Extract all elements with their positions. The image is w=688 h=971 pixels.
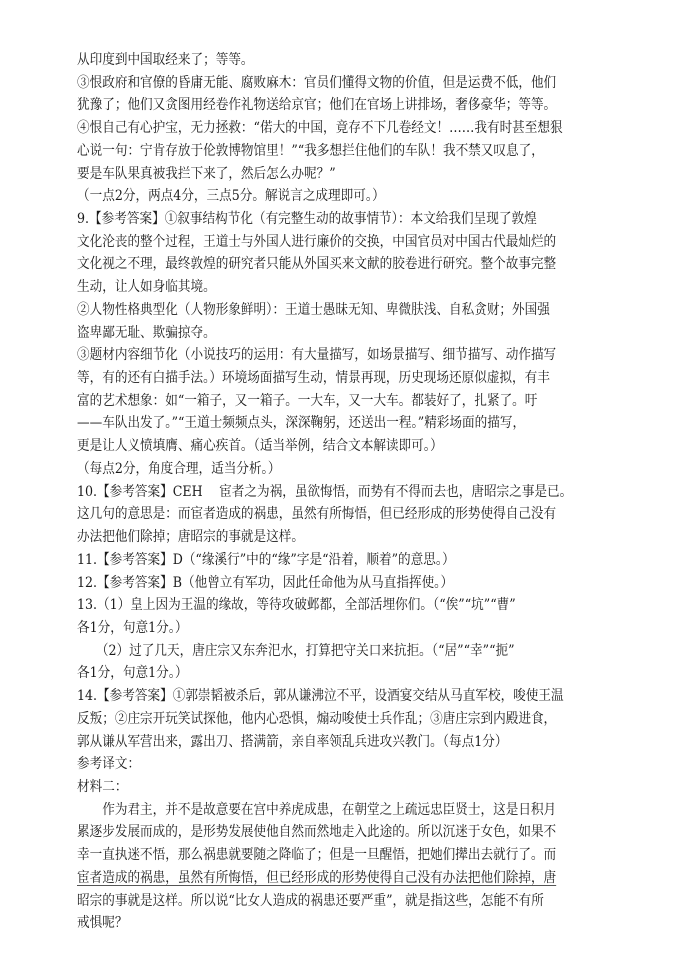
text-line: 12.【参考答案】B（他曾立有军功，因此任命他为从马直指挥使。） — [77, 574, 454, 591]
text-line: 这几句的意思是：而宦者造成的祸患，虽然有所悔悟，但已经形成的形势使得自己没有 — [77, 506, 557, 523]
text-line: 富的艺术想象：如“一箱子，又一箱子。一大车，又一大车。都装好了，扎紧了。吁 — [77, 392, 538, 409]
text-line: 各1分，句意1分。） — [77, 619, 188, 636]
text-line: （2）过了几天，唐庄宗又东奔汜水，打算把守关口来抗拒。（“居”“幸”“扼” — [77, 642, 515, 659]
text-line: 昭宗的事就是这样。所以说“比女人造成的祸患还要严重”，就是指这些，怎能不有所 — [77, 892, 544, 909]
text-line: （一点2分，两点4分，三点5分。解说言之成理即可。） — [77, 188, 385, 205]
text-line: 盗卑鄙无耻、欺骗掠夺。 — [77, 324, 216, 341]
text-line: 戒惧呢？ — [77, 915, 128, 932]
text-line: 参考译文： — [77, 756, 141, 773]
text-line: 10.【参考答案】CEH 宦者之为祸，虽欲悔悟，而势有不得而去也，唐昭宗之事是已。 — [77, 483, 573, 500]
text-line: 犹豫了；他们又贪图用经卷作礼物送给京官；他们在官场上讲排场，奢侈豪华；等等。 — [77, 97, 557, 114]
text-line: 要是车队果真被我拦下来了，然后怎么办呢？” — [77, 165, 336, 182]
text-line: 办法把他们除掉；唐昭宗的事就是这样。 — [77, 529, 304, 546]
text-line: ③题材内容细节化（小说技巧的运用：有大量描写，如场景描写、细节描写、动作描写 — [77, 347, 557, 364]
text-line: 心说一句：宁肯存放于伦敦博物馆里！”“我多想拦住他们的车队！我不禁又叹息了， — [77, 142, 544, 159]
text-line: 生动，让人如身临其境。 — [77, 279, 216, 296]
text-line: ——车队出发了。”“王道士频频点头，深深鞠躬，还送出一程。”精彩场面的描写， — [77, 415, 526, 432]
text-line: ②人物性格典型化（人物形象鲜明）：王道士愚昧无知、卑微肤浅、自私贪财；外国强 — [77, 301, 550, 318]
text-line: 文化沦丧的整个过程，王道士与外国人进行廉价的交换，中国官员对中国古代最灿烂的 — [77, 233, 557, 250]
text-line: 材料二： — [77, 778, 128, 795]
text-line: 作为君主，并不是故意要在宫中养虎成患，在朝堂之上疏远忠臣贤士，这是日积月 — [77, 801, 557, 818]
text-line: 14.【参考答案】①郭崇韬被杀后，郭从谦沸泣不平，设酒宴交结从马直军校，唆使王温 — [77, 688, 564, 705]
text-line: 等，有的还有白描手法。）环境场面描写生动，情景再现，历史现场还原似虚拟，有丰 — [77, 370, 550, 387]
text-line: 反叛；②庄宗开玩笑试探他，他内心恐惧，煽动唆使士兵作乱；③唐庄宗到内殿进食， — [77, 710, 557, 727]
text-line: 郭从谦从军营出来，露出刀、搭满箭，亲自率领乱兵进攻兴教门。（每点1分） — [77, 733, 508, 750]
text-line: 从印度到中国取经来了；等等。 — [77, 52, 254, 68]
text-line: 11.【参考答案】D（“缘溪行”中的“缘”字是“沿着，顺着”的意思。） — [77, 551, 455, 568]
text-line: 累逐步发展而成的，是形势发展使他自然而然地走入此途的。所以沉迷于女色，如果不 — [77, 824, 557, 841]
text-line: 幸一直执迷不悟，那么祸患就要随之降临了；但是一旦醒悟，把她们撵出去就行了。而 — [77, 847, 557, 864]
text-line: 文化视之不理，最终敦煌的研究者只能从外国买来文献的胶卷进行研究。整个故事完整 — [77, 256, 557, 273]
text-line: 13.（1）皇上因为王温的缘故，等待攻破邺都，全部活埋你们。（“俟”“坑”“曹” — [77, 597, 516, 614]
text-line: 9.【参考答案】①叙事结构节化（有完整生动的故事情节）：本文给我们呈现了敦煌 — [77, 211, 537, 228]
text-line: ④恨自己有心护宝，无力拯救：“偌大的中国，竟存不下几卷经文！……我有时甚至想狠 — [77, 120, 563, 137]
text-line: ③恨政府和官僚的昏庸无能、腐败麻木：官员们懂得文物的价值，但是运费不低，他们 — [77, 74, 557, 91]
text-line: 各1分，句意1分。） — [77, 665, 188, 682]
text-line: 更是让人义愤填膺、痛心疾首。（适当举例，结合文本解读即可。） — [77, 438, 443, 455]
text-line-underlined: 宦者造成的祸患，虽然有所悔悟，但已经形成的形势使得自己没有办法把他们除掉，唐 — [77, 869, 557, 886]
text-line: （每点2分，角度合理，适当分析。） — [77, 460, 281, 477]
